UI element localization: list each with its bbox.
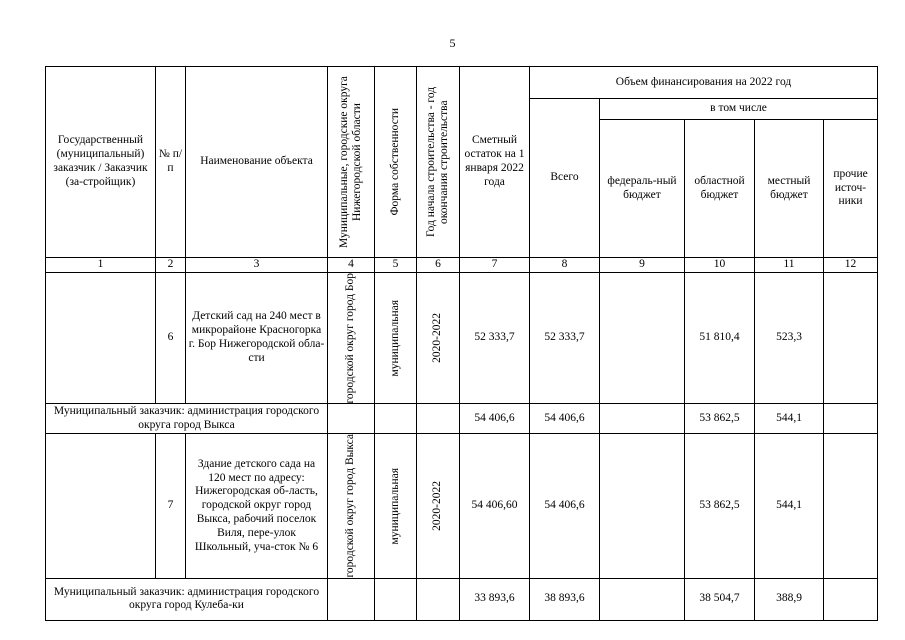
col-number: 4 <box>328 258 375 273</box>
page-number: 5 <box>449 36 456 50</box>
header-funding: Объем финансирования на 2022 год <box>530 67 878 99</box>
header-other: прочие источ-ники <box>824 120 878 258</box>
ownership-cell <box>375 272 417 404</box>
header-including: в том числе <box>600 99 878 120</box>
local: 388,9 <box>755 578 824 620</box>
balance: 54 406,6 <box>460 404 530 434</box>
header-years-cell <box>417 67 460 258</box>
col-number: 7 <box>460 258 530 273</box>
municipality-cell <box>328 272 375 404</box>
header-local: местный бюджет <box>755 120 824 258</box>
empty-cell <box>328 404 375 434</box>
customer-cell <box>46 272 156 404</box>
empty-cell <box>328 578 375 620</box>
header-ownership-cell <box>375 67 417 258</box>
total: 54 406,6 <box>530 404 600 434</box>
federal <box>600 434 685 579</box>
header-ownership: Форма собственности <box>388 108 401 216</box>
col-number: 5 <box>375 258 417 273</box>
empty-cell <box>417 404 460 434</box>
empty-cell <box>417 578 460 620</box>
total: 52 333,7 <box>530 272 600 404</box>
years-cell <box>417 272 460 404</box>
header-balance: Сметный остаток на 1 января 2022 года <box>460 67 530 258</box>
col-number: 11 <box>755 258 824 273</box>
col-number: 2 <box>156 258 186 273</box>
header-years: Год начала строительства - год окончания строительства <box>424 86 450 238</box>
total: 38 893,6 <box>530 578 600 620</box>
ownership-cell <box>375 434 417 579</box>
total: 54 406,6 <box>530 434 600 579</box>
row-num: 7 <box>156 434 186 579</box>
empty-cell <box>375 404 417 434</box>
empty-cell <box>375 578 417 620</box>
object-name: Детский сад на 240 мест в микрорайоне Красногорка г. Бор Нижегородской обла-сти <box>186 272 328 404</box>
local: 544,1 <box>755 404 824 434</box>
other <box>824 404 878 434</box>
table-row <box>46 434 878 579</box>
years: 2020-2022 <box>431 481 444 532</box>
header-row <box>46 67 878 99</box>
summary-customer: Муниципальный заказчик: администрация городского округа город Выкса <box>46 404 328 434</box>
ownership: муниципальная <box>388 467 401 545</box>
regional: 53 862,5 <box>685 404 755 434</box>
other <box>824 434 878 579</box>
summary-row <box>46 578 878 620</box>
other <box>824 272 878 404</box>
col-number: 6 <box>417 258 460 273</box>
header-regional: областной бюджет <box>685 120 755 258</box>
balance: 52 333,7 <box>460 272 530 404</box>
header-total: Всего <box>530 99 600 258</box>
federal <box>600 578 685 620</box>
regional: 38 504,7 <box>685 578 755 620</box>
header-customer: Государственный (муниципальный) заказчик / Заказчик (за-стройщик) <box>46 67 156 258</box>
object-name: Здание детского сада на 120 мест по адресу: Нижегородская об-ласть, городской округ город Выкса, рабочий поселок Виля, пере-улок Школьный, уча-сток № 6 <box>186 434 328 579</box>
municipality: городской округ город Бор <box>344 272 357 404</box>
years: 2020-2022 <box>431 313 444 363</box>
col-number: 8 <box>530 258 600 273</box>
col-number: 3 <box>186 258 328 273</box>
local: 523,3 <box>755 272 824 404</box>
header-federal: федераль-ный бюджет <box>600 120 685 258</box>
ownership: муниципальная <box>388 299 401 377</box>
header-municipality-cell <box>328 67 375 258</box>
municipality: городской округ город Выкса <box>344 434 357 578</box>
header-municipality: Муниципальные, городские округа Нижегородской области <box>337 76 363 248</box>
row-num: 6 <box>156 272 186 404</box>
column-numbers-row <box>46 258 878 273</box>
balance: 33 893,6 <box>460 578 530 620</box>
customer-cell <box>46 434 156 579</box>
summary-customer: Муниципальный заказчик: администрация городского округа город Кулеба-ки <box>46 578 328 620</box>
funding-table <box>45 66 878 621</box>
header-num: № п/п <box>156 67 186 258</box>
col-number: 1 <box>46 258 156 273</box>
header-object-name: Наименование объекта <box>186 67 328 258</box>
regional: 51 810,4 <box>685 272 755 404</box>
regional: 53 862,5 <box>685 434 755 579</box>
summary-row <box>46 404 878 434</box>
table-row <box>46 272 878 404</box>
col-number: 9 <box>600 258 685 273</box>
other <box>824 578 878 620</box>
col-number: 10 <box>685 258 755 273</box>
federal <box>600 404 685 434</box>
local: 544,1 <box>755 434 824 579</box>
municipality-cell <box>328 434 375 579</box>
col-number: 12 <box>824 258 878 273</box>
years-cell <box>417 434 460 579</box>
federal <box>600 272 685 404</box>
balance: 54 406,60 <box>460 434 530 579</box>
